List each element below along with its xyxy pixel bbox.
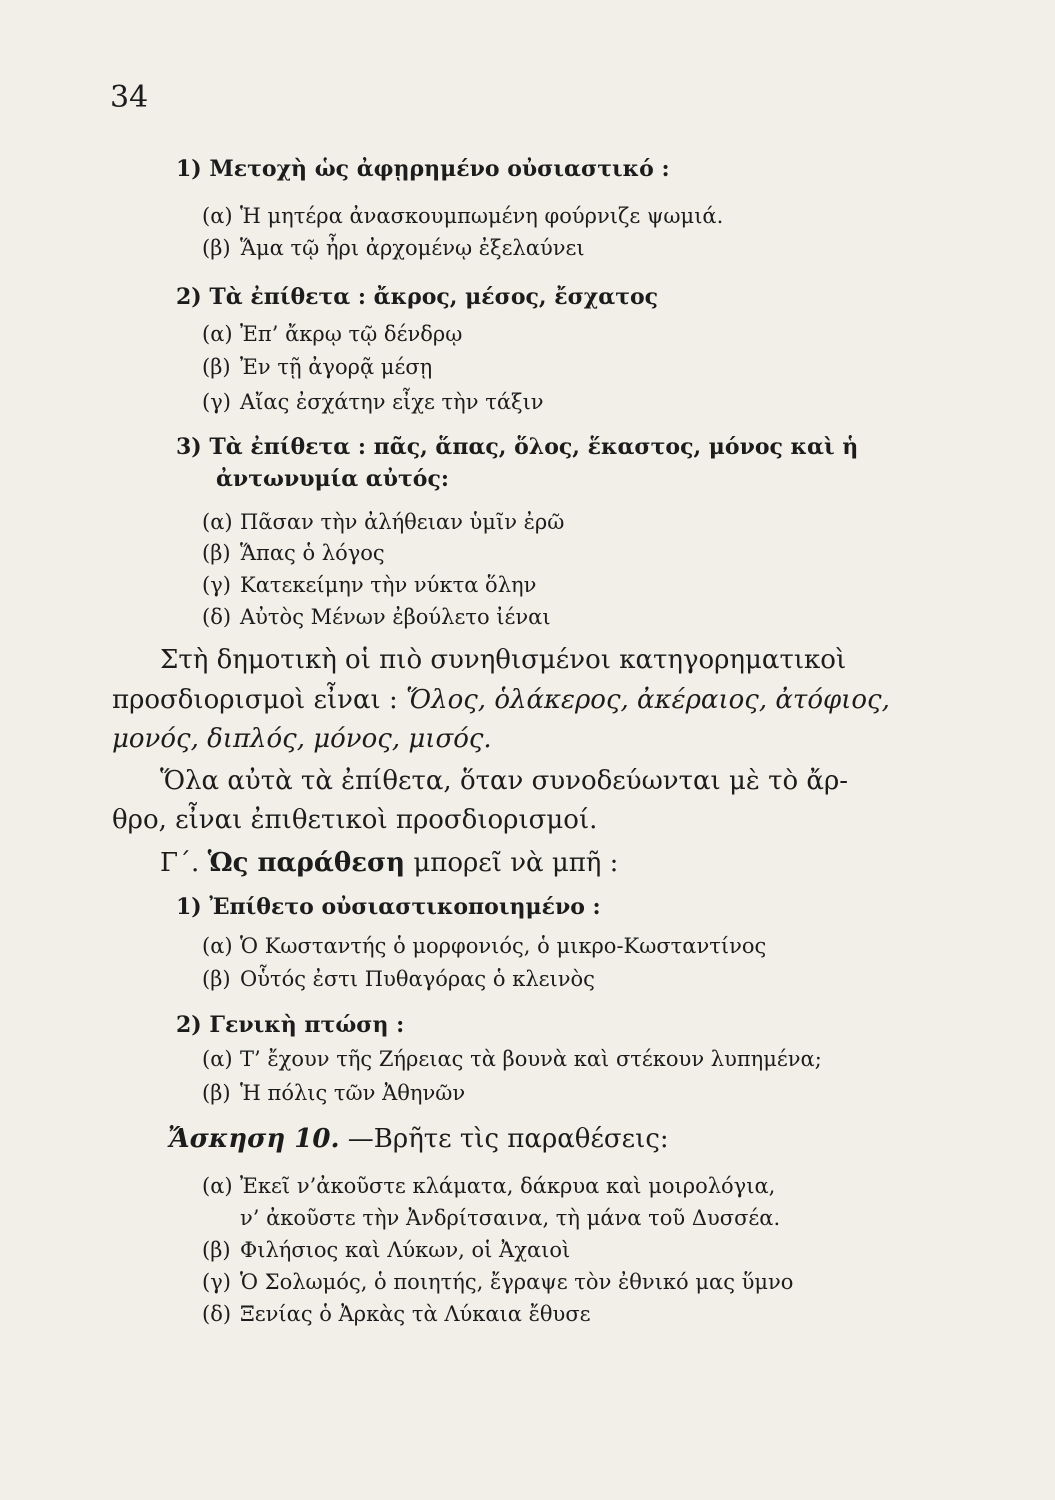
item-label: (δ)	[202, 605, 232, 629]
section-g1-heading: 1) Ἐπίθετο οὐσιαστικοποιημένο :	[176, 894, 601, 920]
item-text: Ἡ μητέρα ἀνασκουμπωμένη φούρνιζε ψωμιά.	[240, 204, 724, 228]
section-2-item	[202, 355, 432, 379]
section-g2-heading: 2) Γενικὴ πτώση :	[176, 1012, 405, 1038]
item-label: (β)	[202, 355, 231, 379]
section-2-item	[202, 390, 544, 414]
item-label: (α)	[202, 934, 233, 958]
item-text: Ξενίας ὁ Ἀρκὰς τὰ Λύκαια ἔθυσε	[240, 1302, 591, 1326]
item-text: Ἐν τῇ ἀγορᾷ μέσῃ	[240, 355, 433, 379]
section-g1-item	[202, 934, 766, 958]
section-g1-item	[202, 967, 595, 991]
section-1-item	[202, 204, 723, 228]
item-label: (γ)	[202, 390, 231, 414]
item-label: (α)	[202, 204, 233, 228]
item-text: Ἡ πόλις τῶν Ἀθηνῶν	[240, 1081, 466, 1105]
gamma-suffix: μπορεῖ νὰ μπῆ :	[405, 848, 619, 878]
section-1-heading: 1) Μετοχὴ ὡς ἀφῃρημένο οὐσιαστικό :	[176, 156, 670, 182]
exercise-heading	[168, 1124, 968, 1154]
paragraph-italic-text: Ὅλος, ὁλάκερος, ἀκέραιος, ἀτόφιος,	[406, 685, 890, 715]
section-g2-item	[202, 1081, 465, 1105]
item-label: (γ)	[202, 1270, 231, 1294]
item-text: Ἅπας ὁ λόγος	[240, 541, 385, 565]
item-text: Ὁ Κωσταντής ὁ μορφονιός, ὁ μικρο-Κωσταντίνος	[240, 934, 767, 958]
paragraph-line: θρο, εἶναι ἐπιθετικοὶ προσδιορισμοί.	[112, 805, 598, 835]
item-label: (γ)	[202, 573, 231, 597]
item-text: Ἐκεῖ ν’ἀκοῦστε κλάματα, δάκρυα καὶ μοιρολόγια,	[240, 1174, 776, 1198]
exercise-item	[202, 1174, 775, 1198]
item-label: (β)	[202, 967, 231, 991]
paragraph-line	[112, 685, 912, 715]
item-text: Κατεκείμην τὴν νύκτα ὅλην	[240, 573, 537, 597]
section-2-heading: 2) Τὰ ἐπίθετα : ἄκρος, μέσος, ἔσχατος	[176, 284, 659, 310]
section-gamma-heading	[160, 848, 960, 878]
section-3-item	[202, 541, 385, 565]
item-text: Πᾶσαν τὴν ἀλήθειαν ὑμῖν ἐρῶ	[240, 510, 565, 534]
item-label: (α)	[202, 322, 233, 346]
item-text: Τ’ ἔχουν τῆς Ζήρειας τὰ βουνὰ καὶ στέκουν λυπημένα;	[240, 1047, 822, 1071]
section-2-item	[202, 322, 462, 346]
paragraph-line: Ὅλα αὐτὰ τὰ ἐπίθετα, ὅταν συνοδεύωνται μὲ τὸ ἄρ-	[160, 766, 849, 796]
item-label: (β)	[202, 236, 231, 260]
item-label: (α)	[202, 1047, 233, 1071]
item-label: (α)	[202, 510, 233, 534]
item-text: Φιλήσιος καὶ Λύκων, οἱ Ἀχαιοὶ	[240, 1238, 571, 1262]
exercise-item	[202, 1302, 591, 1326]
item-label: (β)	[202, 541, 231, 565]
section-3-heading: 3) Τὰ ἐπίθετα : πᾶς, ἅπας, ὅλος, ἕκαστος, μόνος καὶ ἡ	[176, 434, 859, 460]
exercise-title: Ἄσκηση 10.	[168, 1124, 340, 1154]
item-text: Ὁ Σολωμός, ὁ ποιητής, ἔγραψε τὸν ἐθνικό μας ὕμνο	[240, 1270, 794, 1294]
page-number: 34	[110, 80, 149, 115]
section-g2-item	[202, 1047, 822, 1071]
item-text: Ἐπ’ ἄκρῳ τῷ δένδρῳ	[240, 322, 463, 346]
item-label: (β)	[202, 1081, 231, 1105]
item-text: Οὗτός ἐστι Πυθαγόρας ὁ κλεινὸς	[240, 967, 595, 991]
section-3-item	[202, 573, 536, 597]
exercise-item	[202, 1270, 793, 1294]
item-text: Ἅμα τῷ ἦρι ἀρχομένῳ ἐξελαύνει	[240, 236, 585, 260]
paragraph-italic-line: μονός, διπλός, μόνος, μισός.	[112, 724, 492, 754]
gamma-prefix: Γ΄.	[160, 848, 208, 878]
exercise-item-cont: ν’ ἀκοῦστε τὴν Ἀνδρίτσαινα, τὴ μάνα τοῦ Δυσσέα.	[240, 1206, 781, 1230]
item-label: (β)	[202, 1238, 231, 1262]
section-3-heading-cont: ἀντωνυμία αὐτός:	[216, 466, 449, 492]
section-3-item	[202, 510, 564, 534]
section-3-item	[202, 605, 551, 629]
paragraph-line: Στὴ δημοτικὴ οἱ πιὸ συνηθισμένοι κατηγορηματικοὶ	[160, 645, 847, 675]
item-label: (δ)	[202, 1302, 232, 1326]
exercise-instruction: —Βρῆτε τὶς παραθέσεις:	[339, 1124, 669, 1154]
gamma-bold: Ὡς παράθεση	[207, 848, 406, 878]
item-text: Αὐτὸς Μένων ἐβούλετο ἰέναι	[240, 605, 551, 629]
section-1-item	[202, 236, 585, 260]
paragraph-text: προσδιορισμοὶ εἶναι :	[112, 685, 407, 715]
item-text: Αἴας ἐσχάτην εἶχε τὴν τάξιν	[240, 390, 544, 414]
exercise-item	[202, 1238, 570, 1262]
item-label: (α)	[202, 1174, 233, 1198]
